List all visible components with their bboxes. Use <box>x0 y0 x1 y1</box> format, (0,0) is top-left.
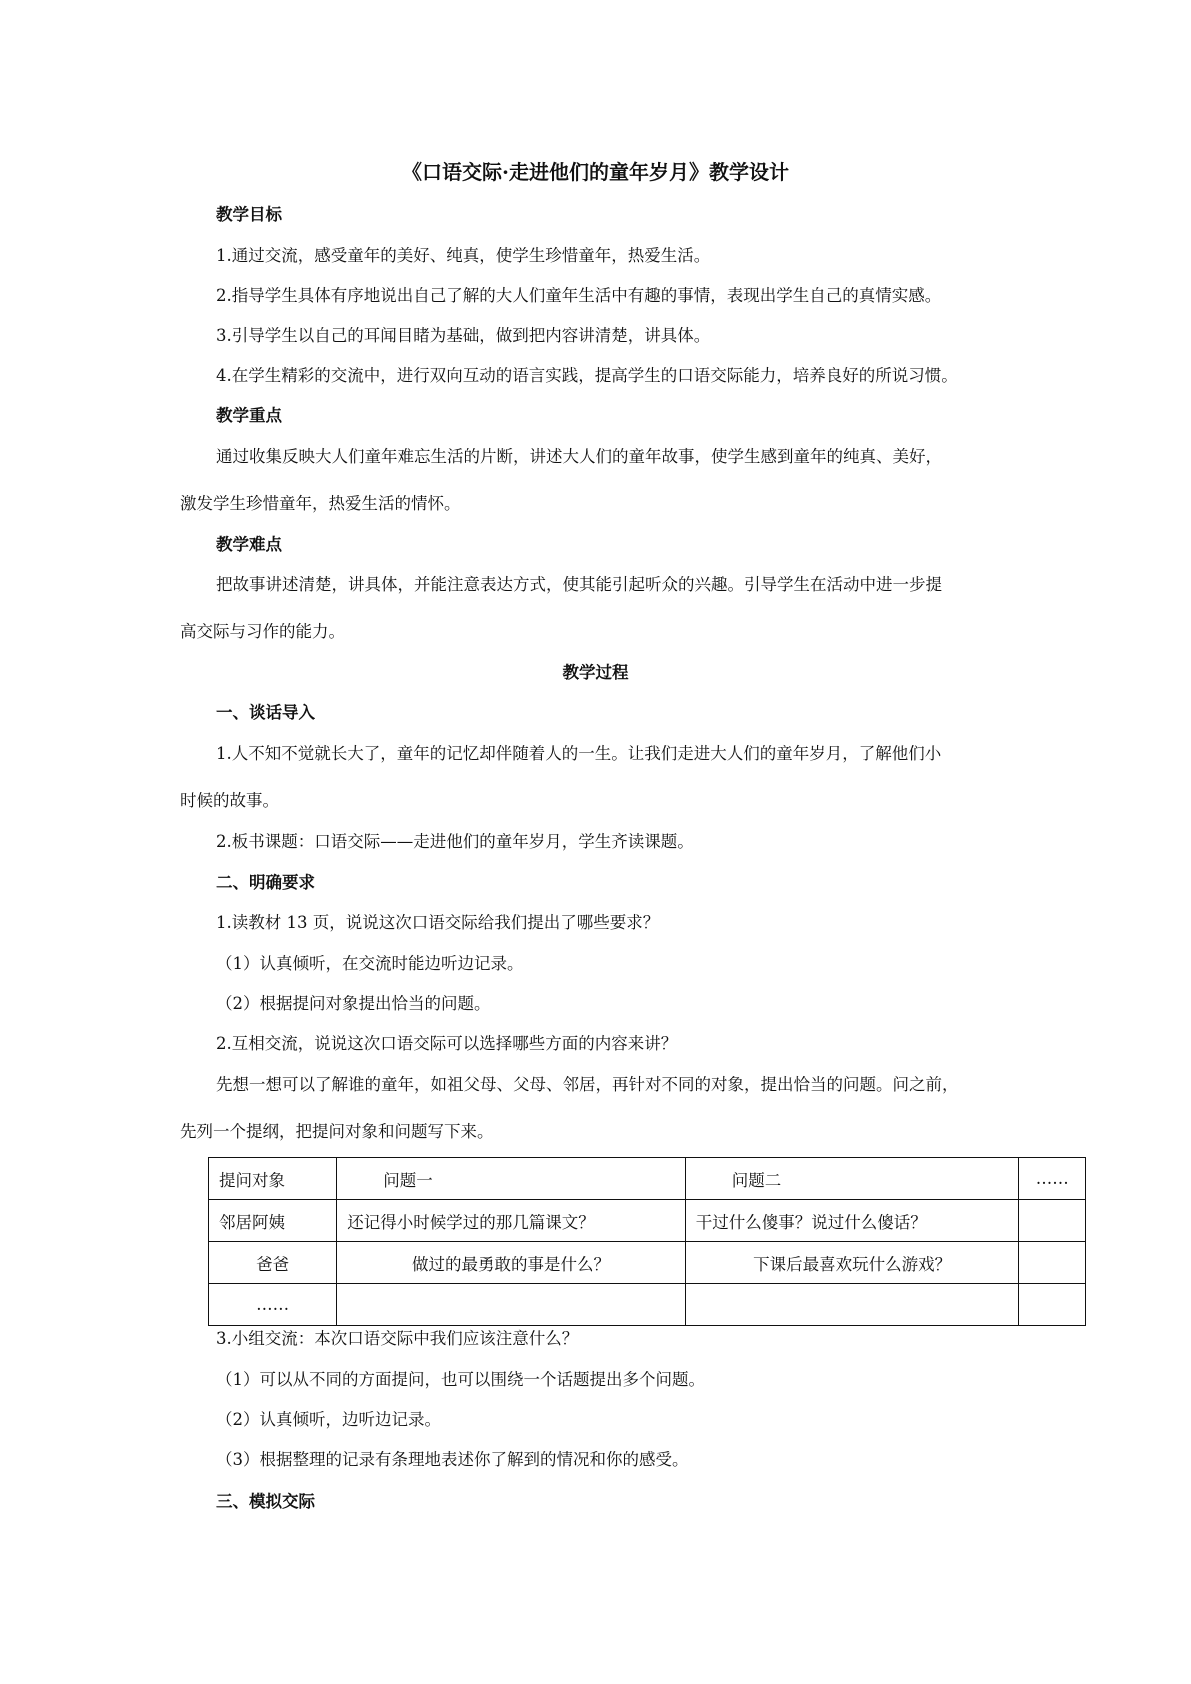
table-row <box>209 1158 1086 1200</box>
table-cell: 下课后最喜欢玩什么游戏？ <box>685 1242 1019 1284</box>
table-cell: 做过的最勇敢的事是什么？ <box>337 1242 685 1284</box>
table-cell: …… <box>1019 1158 1086 1200</box>
section-2-item-1a: （1）认真倾听，在交流时能边听边记录。 <box>216 954 524 973</box>
table-cell: 问题一 <box>337 1158 685 1200</box>
table-cell: 邻居阿姨 <box>209 1200 337 1242</box>
section-2-paragraph-3-line-2: 先列一个提纲，把提问对象和问题写下来。 <box>180 1122 494 1141</box>
table-cell <box>685 1284 1019 1326</box>
section-2-heading: 二、明确要求 <box>216 873 315 892</box>
section-2-paragraph-1: 1.读教材 13 页，说说这次口语交际给我们提出了哪些要求？ <box>216 913 660 932</box>
section-2-item-1b: （2）根据提问对象提出恰当的问题。 <box>216 994 491 1013</box>
table-cell: …… <box>209 1284 337 1326</box>
table-row <box>209 1242 1086 1284</box>
table-row <box>209 1200 1086 1242</box>
objective-item-3: 3.引导学生以自己的耳闻目睹为基础，做到把内容讲清楚，讲具体。 <box>216 326 711 345</box>
section-2-paragraph-3-line-1: 先想一想可以了解谁的童年，如祖父母、父母、邻居，再针对不同的对象，提出恰当的问题。问之前， <box>216 1075 959 1094</box>
table-cell: 干过什么傻事？说过什么傻话？ <box>685 1200 1019 1242</box>
table-cell: 问题二 <box>685 1158 1019 1200</box>
difficulties-line-2: 高交际与习作的能力。 <box>180 622 345 641</box>
table-cell <box>337 1284 685 1326</box>
key-points-heading: 教学重点 <box>216 406 282 425</box>
question-outline-table <box>208 1157 1086 1326</box>
table-cell <box>1019 1242 1086 1284</box>
section-2-item-4a: （1）可以从不同的方面提问，也可以围绕一个话题提出多个问题。 <box>216 1370 705 1389</box>
table-cell: 还记得小时候学过的那几篇课文？ <box>337 1200 685 1242</box>
objective-item-4: 4.在学生精彩的交流中，进行双向互动的语言实践，提高学生的口语交际能力，培养良好的所说习惯。 <box>216 366 958 385</box>
section-2-paragraph-2: 2.互相交流，说说这次口语交际可以选择哪些方面的内容来讲？ <box>216 1034 678 1053</box>
section-1-paragraph-1-line-1: 1.人不知不觉就长大了，童年的记忆却伴随着人的一生。让我们走进大人们的童年岁月，了解他们小 <box>216 744 942 763</box>
table-cell: 爸爸 <box>209 1242 337 1284</box>
table-cell <box>1019 1284 1086 1326</box>
objective-item-2: 2.指导学生具体有序地说出自己了解的大人们童年生活中有趣的事情，表现出学生自己的真情实感。 <box>216 286 942 305</box>
process-heading: 教学过程 <box>562 663 629 682</box>
section-2-paragraph-4: 3.小组交流：本次口语交际中我们应该注意什么？ <box>216 1329 579 1348</box>
table-cell: 提问对象 <box>209 1158 337 1200</box>
difficulties-line-1: 把故事讲述清楚，讲具体，并能注意表达方式，使其能引起听众的兴趣。引导学生在活动中进一步提 <box>216 575 942 594</box>
difficulties-heading: 教学难点 <box>216 535 282 554</box>
objectives-heading: 教学目标 <box>216 205 282 224</box>
section-1-paragraph-1-line-2: 时候的故事。 <box>180 791 279 810</box>
document-title: 《口语交际·走进他们的童年岁月》教学设计 <box>402 160 789 184</box>
key-points-line-1: 通过收集反映大人们童年难忘生活的片断，讲述大人们的童年故事，使学生感到童年的纯真、美好， <box>216 447 942 466</box>
section-1-heading: 一、谈话导入 <box>216 703 315 722</box>
objective-item-1: 1.通过交流，感受童年的美好、纯真，使学生珍惜童年，热爱生活。 <box>216 246 711 265</box>
table-cell <box>1019 1200 1086 1242</box>
section-1-paragraph-2: 2.板书课题：口语交际——走进他们的童年岁月，学生齐读课题。 <box>216 832 694 851</box>
key-points-line-2: 激发学生珍惜童年，热爱生活的情怀。 <box>180 494 461 513</box>
table-row <box>209 1284 1086 1326</box>
section-2-item-4b: （2）认真倾听，边听边记录。 <box>216 1410 441 1429</box>
section-2-item-4c: （3）根据整理的记录有条理地表述你了解到的情况和你的感受。 <box>216 1450 689 1469</box>
section-3-heading: 三、模拟交际 <box>216 1492 315 1511</box>
